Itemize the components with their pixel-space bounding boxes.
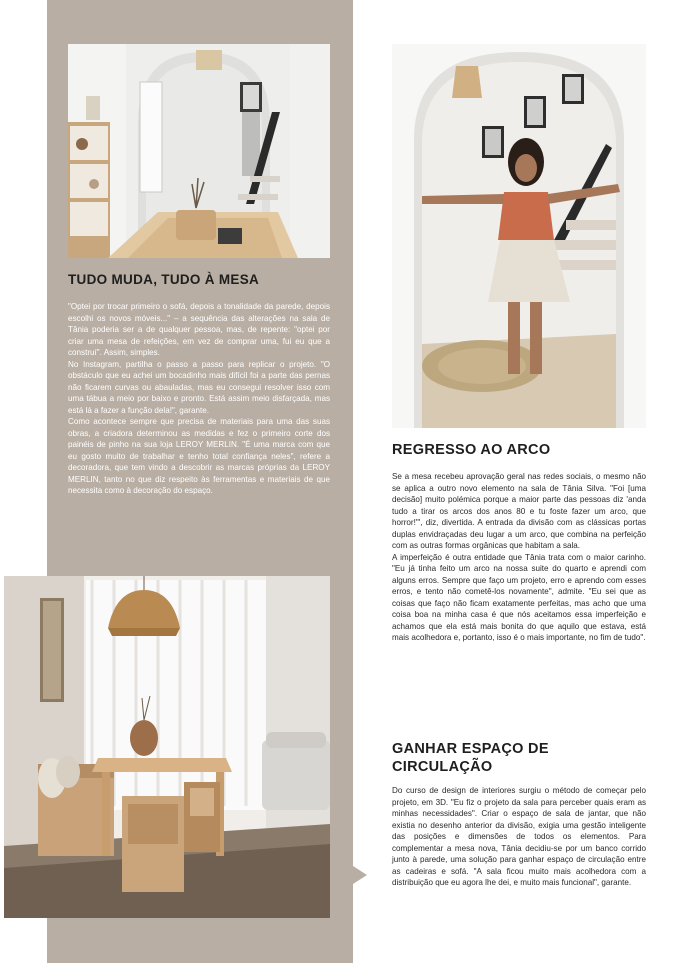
heading-line: GANHAR ESPAÇO DE xyxy=(392,741,549,757)
paragraph: Como acontece sempre que precisa de materiais para uma das suas obras, a criadora determinou as medidas e fez o primeiro corte dos painéis de pinho na sua loja LEROY MERLIN. "É uma marca com que eu gosto muito de trabalhar e tenho total confiança neles", refere a decoradora, que tem vindo a descobrir as marcas próprias da LEROY MERLIN, tanto no que diz respeito às ferramentas e materiais de que necessita como à decoração do espaço. xyxy=(68,417,330,495)
paragraph: Do curso de design de interiores surgiu o método de começar pelo projeto, em 3D. "Eu fiz o projeto da sala para perceber quais eram as minhas necessidades". Criar o espaço de sala de jantar, que não existia no desenho anterior da divisão, exigia uma gestão inteligente das posições e dimensões de todos os elementos. Para complementar a mesa nova, Tânia decidiu-se por um banco corrido junto à parede, uma solução para ganhar espaço de circulação entre as cadeiras e sofá. "A sala ficou muito mais acolhedora com a distribuição que eu agora lhe dei, e muito mais funcional", garante. xyxy=(392,786,646,887)
woman-arch-illustration xyxy=(392,44,646,428)
heading-tudo-muda: TUDO MUDA, TUDO À MESA xyxy=(68,272,260,287)
heading-ganhar-espaco xyxy=(392,740,549,776)
left-article-text xyxy=(68,301,330,497)
heading-regresso-ao-arco: REGRESSO AO ARCO xyxy=(392,442,551,458)
photo-arch-doorway-dining xyxy=(68,44,330,258)
paragraph: Se a mesa recebeu aprovação geral nas redes sociais, o mesmo não se aplica a outro novo elemento na sala de Tânia Silva. "Foi [uma decisão] muito polémica porque a maior parte das pessoas diz 'anda tudo a tirar os arcos dos anos 80 e tu foste fazer um arco, que horror!'", diz, divertida. A entrada da divisão com as clássicas portas duplas envidraçadas deu lugar a um arco, que combina na perfeição com as outras formas orgânicas que habitam a sala. xyxy=(392,472,646,550)
decorative-notch-side xyxy=(353,866,367,884)
right-article-text-section-1 xyxy=(392,471,646,644)
dining-room-illustration xyxy=(4,576,330,918)
heading-line: CIRCULAÇÃO xyxy=(392,759,493,775)
photo-dining-room-rattan-lamp xyxy=(4,576,330,918)
right-article-text-section-2 xyxy=(392,785,646,889)
arch-doorway-illustration xyxy=(68,44,330,258)
paragraph: "Optei por trocar primeiro o sofá, depois a tonalidade da parede, depois escolhi os novos móveis..." – a sequência das alterações na sala de Tânia poderia ser a de qualquer pessoa, mas, de repente: "optei por criar uma mesa de refeições, em vez de comprar uma, fui eu que a construí". Assim, simples. xyxy=(68,302,330,357)
paragraph: No Instagram, partilha o passo a passo para replicar o projeto. "O obstáculo que eu achei um bocadinho mais difícil foi a parte das pernas não ficarem curvas ou abauladas, mas eu consegui resolver isso com uma tábua a meio por baixo e pronto. Está assim meio disfarçada, mas está lá a fazer a função dela!", garante. xyxy=(68,359,330,415)
paragraph: A imperfeição é outra entidade que Tânia trata com o maior carinho. "Eu já tinha feito um arco na nossa suite do quarto e aprendi com alguns erros. Sempre que faço um projeto, erro e aprendo com esses erros, e tento não cometê-los novamente", admite. "Eu sei que as coisas que faço não ficam exatamente perfeitas, mas acho que uma coisa boa na minha casa é que nós aceitamos essa imperfeição e achamos que ela está mais bonita do que aquilo que estava, está mais acolhedora e, portanto, isso é o mais importante, no fim de tudo". xyxy=(392,552,646,642)
photo-woman-in-arch xyxy=(392,44,646,428)
